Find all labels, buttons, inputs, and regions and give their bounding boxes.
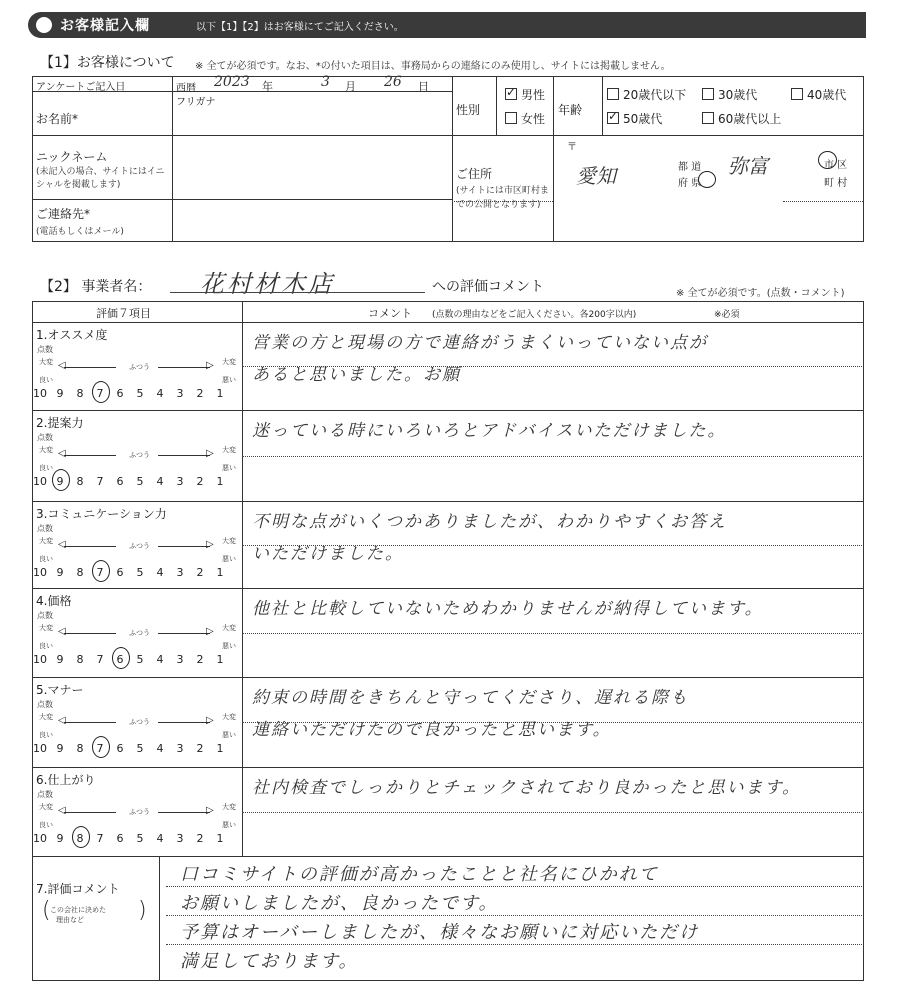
year-unit: 年 (262, 80, 273, 93)
item-comment-guide (242, 456, 862, 457)
header-bullet-icon (36, 17, 52, 33)
gender-male-label: 男性 (521, 88, 546, 102)
item-scale-left-top: 大変 (39, 537, 53, 545)
item-scale-left-bottom: 良い (39, 642, 53, 650)
item-comment-line[interactable]: いただけました。 (252, 544, 404, 564)
item-scale-right-top: 大変 (222, 713, 236, 721)
era-label: 西暦 (176, 83, 196, 94)
age-50s-label: 50歳代 (623, 112, 663, 126)
age-30s-checkbox[interactable] (702, 88, 714, 100)
item-arrow-left-head-icon: ◁ (58, 539, 66, 550)
age-20s-checkbox[interactable] (607, 88, 619, 100)
item-scale-left-bottom: 良い (39, 376, 53, 384)
day-unit: 日 (418, 80, 429, 93)
item-arrow-right-head-icon: ▷ (206, 360, 214, 371)
form-header-note: 以下【1】【2】はお客様にてご記入ください。 (196, 22, 404, 33)
furigana-label: フリガナ (176, 97, 216, 108)
item-arrow-left (64, 812, 116, 813)
score-option[interactable]: 5 (136, 742, 144, 755)
item-scale-right-bottom: 悪い (222, 731, 236, 739)
col-comment-note: (点数の理由などをご記入ください。各200字以内) (432, 310, 637, 320)
age-60s-checkbox[interactable] (702, 112, 714, 124)
item-score-circle (92, 736, 110, 758)
score-option[interactable]: 5 (136, 387, 144, 400)
age-20s-label: 20歳代以下 (623, 88, 687, 102)
item-score-label: 点数 (37, 433, 53, 442)
score-option[interactable]: 2 (196, 387, 204, 400)
score-option[interactable]: 3 (176, 475, 184, 488)
score-option[interactable]: 5 (136, 475, 144, 488)
item-scale-mid: ふつう (129, 363, 150, 371)
item-score-circle (52, 469, 70, 491)
item-arrow-left-head-icon: ◁ (58, 360, 66, 371)
comment7-guide (166, 944, 862, 945)
col-comment-required: ※必須 (714, 310, 740, 320)
comment7-line[interactable]: 口コミサイトの評価が高かったことと社名にひかれて (180, 864, 659, 885)
contact-input[interactable] (172, 200, 451, 240)
score-option[interactable]: 9 (56, 387, 64, 400)
age-40s-label: 40歳代 (807, 88, 847, 102)
score-option[interactable]: 5 (136, 832, 144, 845)
item-scale-left-bottom: 良い (39, 555, 53, 563)
item-arrow-right-head-icon: ▷ (206, 448, 214, 459)
score-option[interactable]: 4 (156, 475, 164, 488)
score-option[interactable]: 2 (196, 653, 204, 666)
age-40s-checkbox[interactable] (791, 88, 803, 100)
item-scale-right-top: 大変 (222, 358, 236, 366)
item-score-circle (92, 560, 110, 582)
item-arrow-right (158, 546, 210, 547)
score-option[interactable]: 1 (216, 832, 224, 845)
comment7-guide (166, 915, 862, 916)
score-option[interactable]: 3 (176, 387, 184, 400)
score-option[interactable]: 4 (156, 387, 164, 400)
score-option[interactable]: 1 (216, 475, 224, 488)
score-option[interactable]: 2 (196, 566, 204, 579)
item-arrow-left (64, 367, 116, 368)
score-option[interactable]: 8 (76, 475, 84, 488)
section2-title-suffix: への評価コメント (432, 279, 544, 295)
item-comment-line[interactable]: あると思いました。お願 (252, 365, 461, 385)
section2-required-note: ※ 全てが必須です。(点数・コメント) (676, 288, 845, 299)
nickname-label: ニックネーム (36, 150, 108, 164)
score-option[interactable]: 10 (33, 653, 47, 666)
name-input[interactable] (172, 108, 451, 134)
score-option[interactable]: 10 (33, 742, 47, 755)
item-score-circle (92, 381, 110, 403)
item-name: 2.提案力 (36, 416, 84, 430)
item-score-scale[interactable] (30, 566, 230, 579)
gender-label: 性別 (456, 103, 481, 117)
age-60s-label: 60歳代以上 (718, 112, 782, 126)
month-value[interactable]: 3 (321, 74, 330, 90)
item-comment-line[interactable]: 連絡いただけたので良かったと思います。 (252, 720, 612, 740)
prefecture-unit-top: 都 道 (678, 162, 702, 173)
score-option[interactable]: 5 (136, 653, 144, 666)
city-value[interactable]: 弥富 (728, 154, 768, 178)
score-option[interactable]: 3 (176, 653, 184, 666)
gender-female-label: 女性 (521, 112, 546, 126)
item-score-label: 点数 (37, 345, 53, 354)
score-option[interactable]: 4 (156, 653, 164, 666)
item-arrow-right-head-icon: ▷ (206, 805, 214, 816)
comment7-note-2: 理由など (56, 916, 84, 924)
postal-mark: 〒 (567, 142, 577, 153)
score-option[interactable]: 6 (116, 387, 124, 400)
score-option[interactable]: 7 (96, 653, 104, 666)
score-option[interactable]: 3 (176, 742, 184, 755)
comment7-line[interactable]: お願いしましたが、良かったです。 (180, 893, 499, 914)
score-option[interactable]: 4 (156, 742, 164, 755)
score-option[interactable]: 6 (116, 566, 124, 579)
score-option[interactable]: 10 (33, 475, 47, 488)
item-comment-guide (242, 812, 862, 813)
score-option[interactable]: 1 (216, 742, 224, 755)
item-scale-left-bottom: 良い (39, 464, 53, 472)
item-name: 6.仕上がり (36, 773, 96, 787)
item-scale-right-top: 大変 (222, 537, 236, 545)
item-comment-line[interactable]: 営業の方と現場の方で連絡がうまくいっていない点が (252, 333, 708, 353)
section1-note: ※ 全てが必須です。なお、*の付いた項目は、事務局からの連絡にのみ使用し、サイトには掲載しません。 (195, 61, 671, 72)
comment7-paren-left: ( (42, 898, 51, 923)
score-option[interactable]: 5 (136, 566, 144, 579)
item-arrow-left (64, 722, 116, 723)
address-note: (サイトには市区町村までの公開となります) (456, 186, 549, 210)
item-name: 3.コミュニケーション力 (36, 507, 167, 521)
item-scale-left-top: 大変 (39, 624, 53, 632)
survey-date-label: アンケートご記入日 (36, 82, 126, 93)
item-comment-line[interactable]: 他社と比較していないためわかりませんが納得しています。 (252, 599, 764, 619)
name-label: お名前* (36, 112, 79, 126)
score-option[interactable]: 9 (56, 566, 64, 579)
item-arrow-right (158, 633, 210, 634)
nickname-note: (未記入の場合、サイトにはイニシャルを掲載します) (36, 167, 165, 190)
item-score-circle (112, 647, 130, 669)
item-score-scale[interactable] (30, 742, 230, 755)
item-arrow-right-head-icon: ▷ (206, 626, 214, 637)
item-comment-line[interactable]: 社内検査でしっかりとチェックされており良かったと思います。 (252, 778, 802, 798)
comment7-guide (166, 886, 862, 887)
item-scale-mid: ふつう (129, 808, 150, 816)
section2-title-prefix: 【2】 事業者名： (40, 279, 152, 295)
score-option[interactable]: 4 (156, 566, 164, 579)
business-name-underline (170, 292, 425, 293)
age-label: 年齢 (558, 103, 583, 117)
comment7-line[interactable]: 満足しております。 (180, 951, 359, 972)
item-arrow-left-head-icon: ◁ (58, 626, 66, 637)
contact-note: (電話もしくはメール) (36, 227, 124, 237)
item-arrow-left (64, 455, 116, 456)
prefecture-value[interactable]: 愛知 (576, 164, 616, 188)
score-option[interactable]: 10 (33, 566, 47, 579)
city-circle-mark (818, 151, 837, 169)
score-option[interactable]: 10 (33, 387, 47, 400)
item-scale-left-top: 大変 (39, 713, 53, 721)
score-option[interactable]: 6 (116, 653, 124, 666)
score-option[interactable]: 2 (196, 832, 204, 845)
score-option[interactable]: 7 (96, 832, 104, 845)
score-option[interactable]: 6 (116, 475, 124, 488)
comment7-line[interactable]: 予算はオーバーしましたが、様々なお願いに対応いただけ (180, 922, 700, 943)
item-scale-right-bottom: 悪い (222, 821, 236, 829)
score-option[interactable]: 9 (56, 742, 64, 755)
item-scale-left-top: 大変 (39, 358, 53, 366)
year-value[interactable]: 2023 (214, 74, 250, 90)
section1-title: 【1】お客様について (40, 55, 175, 71)
item-scale-left-top: 大変 (39, 803, 53, 811)
item-arrow-right-head-icon: ▷ (206, 539, 214, 550)
score-option[interactable]: 7 (96, 742, 104, 755)
item-scale-right-bottom: 悪い (222, 376, 236, 384)
prefecture-unit-bottom: 府 県 (678, 178, 702, 189)
gender-male-checkbox[interactable] (505, 88, 517, 100)
city-unit-top: 市 区 (824, 160, 848, 171)
item-scale-mid: ふつう (129, 629, 150, 637)
item-name: 4.価格 (36, 594, 72, 608)
item-scale-mid: ふつう (129, 451, 150, 459)
comment7-note-1: この会社に決めた (50, 906, 106, 914)
item-score-scale[interactable] (30, 653, 230, 666)
month-unit: 月 (345, 80, 356, 93)
score-option[interactable]: 6 (116, 742, 124, 755)
score-option[interactable]: 2 (196, 742, 204, 755)
comment7-paren-right: ) (138, 898, 147, 923)
item-comment-line[interactable]: 不明な点がいくつかありましたが、わかりやすくお答え (252, 512, 727, 532)
score-option[interactable]: 7 (96, 387, 104, 400)
item-scale-mid: ふつう (129, 542, 150, 550)
item-arrow-right (158, 455, 210, 456)
item-scale-right-bottom: 悪い (222, 642, 236, 650)
item-scale-right-top: 大変 (222, 446, 236, 454)
score-option[interactable]: 4 (156, 832, 164, 845)
score-option[interactable]: 9 (56, 832, 64, 845)
score-option[interactable]: 8 (76, 653, 84, 666)
item-scale-right-top: 大変 (222, 624, 236, 632)
item-scale-left-bottom: 良い (39, 731, 53, 739)
item-score-scale[interactable] (30, 387, 230, 400)
score-option[interactable]: 8 (76, 387, 84, 400)
prefecture-circle-mark (698, 171, 716, 188)
item-scale-right-bottom: 悪い (222, 464, 236, 472)
col-items-header: 評価７項目 (96, 307, 151, 320)
item-scale-left-bottom: 良い (39, 821, 53, 829)
score-option[interactable]: 9 (56, 475, 64, 488)
nickname-input[interactable] (172, 140, 451, 196)
score-option[interactable]: 7 (96, 475, 104, 488)
address-label: ご住所 (456, 167, 493, 181)
item-arrow-right (158, 812, 210, 813)
item-name: 1.オススメ度 (36, 328, 108, 342)
item-score-label: 点数 (37, 790, 53, 799)
score-option[interactable]: 8 (76, 832, 84, 845)
score-option[interactable]: 2 (196, 475, 204, 488)
score-option[interactable]: 3 (176, 566, 184, 579)
item-comment-line[interactable]: 約束の時間をきちんと守ってくださり、遅れる際も (252, 688, 689, 708)
item-arrow-left-head-icon: ◁ (58, 448, 66, 459)
item-scale-left-top: 大変 (39, 446, 53, 454)
score-option[interactable]: 1 (216, 653, 224, 666)
score-option[interactable]: 6 (116, 832, 124, 845)
comment7-label: 7.評価コメント (36, 882, 120, 896)
contact-label: ご連絡先* (36, 207, 91, 221)
age-30s-label: 30歳代 (718, 88, 758, 102)
item-arrow-left-head-icon: ◁ (58, 715, 66, 726)
age-50s-checkbox[interactable] (607, 112, 619, 124)
gender-female-checkbox[interactable] (505, 112, 517, 124)
business-name-value[interactable]: 花村材木店 (200, 270, 335, 298)
col-comment-header: コメント (368, 307, 412, 320)
item-arrow-right-head-icon: ▷ (206, 715, 214, 726)
item-score-scale[interactable] (30, 832, 230, 845)
score-option[interactable]: 1 (216, 566, 224, 579)
item-score-label: 点数 (37, 611, 53, 620)
score-option[interactable]: 3 (176, 832, 184, 845)
item-score-circle (72, 826, 90, 848)
item-scale-mid: ふつう (129, 718, 150, 726)
score-option[interactable]: 8 (76, 566, 84, 579)
item-name: 5.マナー (36, 683, 84, 697)
item-arrow-right (158, 367, 210, 368)
score-option[interactable]: 7 (96, 566, 104, 579)
score-option[interactable]: 10 (33, 832, 47, 845)
item-score-label: 点数 (37, 700, 53, 709)
item-arrow-left (64, 633, 116, 634)
form-header-bar (28, 12, 866, 38)
city-unit-bottom: 町 村 (824, 178, 848, 189)
form-header-title: お客様記入欄 (60, 18, 150, 34)
score-option[interactable]: 8 (76, 742, 84, 755)
item-arrow-right (158, 722, 210, 723)
item-arrow-left-head-icon: ◁ (58, 805, 66, 816)
item-comment-line[interactable]: 迷っている時にいろいろとアドバイスいただけました。 (252, 421, 727, 441)
day-value[interactable]: 26 (384, 74, 402, 90)
item-score-label: 点数 (37, 524, 53, 533)
item-arrow-left (64, 546, 116, 547)
item-scale-right-bottom: 悪い (222, 555, 236, 563)
item-scale-right-top: 大変 (222, 803, 236, 811)
item-comment-guide (242, 633, 862, 634)
score-option[interactable]: 9 (56, 653, 64, 666)
score-option[interactable]: 1 (216, 387, 224, 400)
